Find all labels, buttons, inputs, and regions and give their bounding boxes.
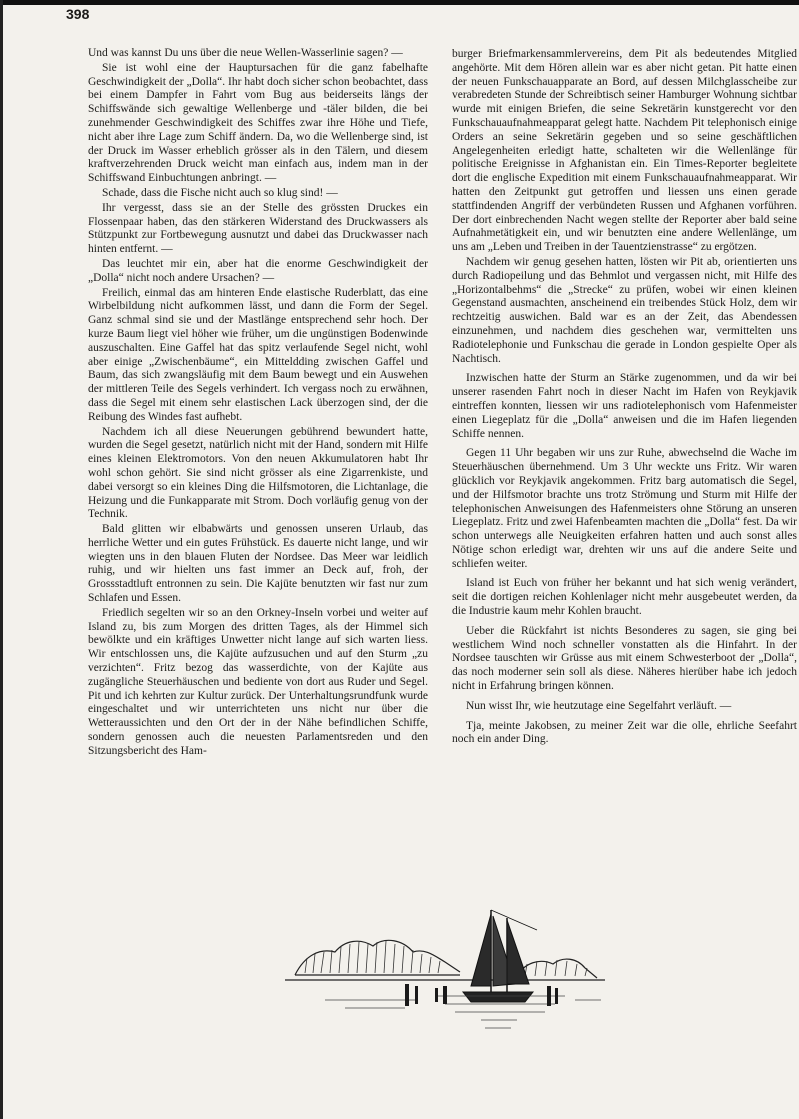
ship	[463, 910, 537, 1002]
paragraph: Ihr vergesst, dass sie an der Stelle des grössten Druckes ein Flossenpaar haben, das den stärkeren Widerstand des Druckwassers als Stützpunkt zur Fortbewegung ausnutzt und dabei das Druckwasser nach hinten entfernt. —	[88, 201, 428, 256]
paragraph: Ueber die Rückfahrt ist nichts Besonderes zu sagen, sie ging bei westlichem Wind noch schneller vonstatten als die Hinfahrt. In der Nordsee tauschten wir Grüsse aus mit einem Schwesterboot der „Dolla“, das noch moderner sein soll als diese. Näheres hierüber habe ich jedoch nicht in Erfahrung bringen können.	[452, 624, 797, 693]
paragraph: Nachdem wir genug gesehen hatten, lösten wir Pit ab, orientierten uns durch Radiopeilung und das Behmlot und vergassen nicht, mit Hilfe des „Horizontalbehms“ die „Strecke“ zu prüfen, wobei wir einen kleinen Gegenstand ausmachten, anscheinend ein treibendes Stück Holz, dem wir rechtzeitig auswichen. Bald war es an der Zeit, das Abendessen einzunehmen, und nachdem dies geschehen war, vermittelten uns Radiotelephonie und Funkschau die gerade in London gespielte Oper als Nachtisch.	[452, 255, 797, 365]
paragraph: Bald glitten wir elbabwärts und genossen unseren Urlaub, das herrliche Wetter und ein gutes Frühstück. Es dauerte nicht lange, und wir wiegten uns in den blauen Fluten der Nordsee. Das Meer war leidlich ruhig, und wir hielten uns fast immer an Deck auf, froh, der Grossstadtluft entronnen zu sein. Die Kajüte benutzten wir fast nur zum Schlafen und Essen.	[88, 523, 428, 605]
paragraph: Island ist Euch von früher her bekannt und hat sich wenig verändert, seit die dortigen reichen Kohlenlager nicht mehr ausgebeutet werden, da die Industrie kaum mehr Kohlen braucht.	[452, 577, 797, 618]
left-column	[88, 47, 428, 760]
left-border	[0, 0, 3, 1119]
paragraph: Tja, meinte Jakobsen, zu meiner Zeit war die olle, ehrliche Seefahrt noch ein ander Ding.	[452, 719, 797, 746]
sailing-ship-illustration	[285, 900, 605, 1060]
top-border	[0, 0, 799, 5]
paragraph: Friedlich segelten wir so an den Orkney-Inseln vorbei und weiter auf Island zu, bis zum Morgen des dritten Tages, als der Himmel sich bewölkte und ein kräftiges Unwetter nicht lange auf sich warten liess. Wir entschlossen uns, die Kajüte aufzusuchen und auf den Sturm „zu verzichten“. Fritz bezog das wasserdichte, von der Kajüte aus zugängliche Steuerhäuschen und bediente von dort aus Ruder und Segel. Pit und ich kehrten zur Kultur zurück. Der Unterhaltungsrundfunk wurde eingeschaltet und wir unterrichteten uns nicht nur über die Wetteraussichten und den Ort der in der Nähe befindlichen Schiffe, sondern genossen auch die neuesten Parlamentsreden und den Sitzungsbericht des Ham-	[88, 606, 428, 757]
page-number: 398	[66, 6, 90, 22]
tree-hatching	[305, 941, 587, 976]
paragraph: Inzwischen hatte der Sturm an Stärke zugenommen, und da wir bei unserer rasenden Fahrt noch in dieser Nacht im Hafen von Reykjavik eintreffen konnten, liessen wir uns radiotelephonisch vom Hafenmeister einen Liegeplatz für die „Dolla“ anweisen und die im Hafen liegenden Schiffe nennen.	[452, 372, 797, 440]
paragraph: Schade, dass die Fische nicht auch so klug sind! —	[102, 186, 338, 199]
paragraph: Nun wisst Ihr, wie heutzutage eine Segelfahrt verläuft. —	[466, 699, 732, 712]
paragraph: Gegen 11 Uhr begaben wir uns zur Ruhe, abwechselnd die Wache im Steuerhäuschen übernehmend. Um 3 Uhr weckte uns Fritz. Wir waren glücklich vor Reykjavik angekommen. Fritz barg automatisch die Segel, und der Hilfsmotor brachte uns trotz Strömung und Sturm mit Hilfe der telephonischen Anweisungen des Hafenmeisters ohne Störung an unseren Liegeplatz. Fritz und zwei Hafenbeamten machten die „Dolla“ fest. Da wir schon unterwegs alle Neuigkeiten erfahren hatten und auch sonst alles Nötige schon erledigt war, drehten wir uns auf die andere Seite und schliefen weiter.	[452, 447, 797, 570]
paragraph: Nachdem ich all diese Neuerungen gebührend bewundert hatte, wurden die Segel gesetzt, natürlich nicht mit der Hand, sondern mit Hilfe eines kleinen Elektromotors. Von den neuen Akkumulatoren habt Ihr wohl schon gehört. Sie sind nicht grösser als eine Zigarrenkiste, und dabei versorgt so ein kleines Ding die Hilfsmotoren, die Lichtanlage, die Heizung und die Funkapparate mit Strom. Doch vorläufig genug von der Technik.	[88, 425, 428, 521]
paragraph: burger Briefmarkensammlervereins, dem Pit als bedeutendes Mitglied angehörte. Mit dem Hören allein war es aber nicht getan. Pit hatte einen der neuen Funkschauapparate an Bord, auf dessen Milchglasscheibe zur verabredeten Stunde der Schreibtisch seiner Hamburger Wohnung sichtbar wurde mit einigen Briefen, die seine Sekretärin kunstgerecht vor den Funkschauaufnahmeapparat gelegt hatte. Nachdem Pit telephonisch einige Orders an seine Sekretärin gegeben und so seine geschäftlichen Angelegenheiten erledigt hatte, schalteten wir die Wellenlänge für politische Ereignisse in Afghanistan ein. Ein Times-Reporter begleitete dort die englische Expedition mit einem Funkschauaufnahmeapparat. Wir hatten den Zeitpunkt gut getroffen und liessen uns einen gerade stattfindenden Angriff der verbündeten Russen und Afghanen vorführen. Der dort einbrechenden Nacht wegen stellte der Reporter aber bald seine Aufnahmetätigkeit ein, und wir benutzten eine andere Wellenlänge, um uns am „Leben und Treiben in der Tauentzienstrasse“ zu ergötzen.	[452, 48, 797, 254]
paragraph: Sie ist wohl eine der Hauptursachen für die ganz fabelhafte Geschwindigkeit der „Dolla“. Ihr habt doch sicher schon beobachtet, dass bei einem Dampfer in Fahrt vom Bug aus beiderseits längs der Schiffswände sich gewaltige Wellenberge und -täler bilden, die bei zunehmender Geschwindigkeit des Schiffes zwar ihre Höhe und Tiefe, nicht aber ihre Lage zum Schiff ändern. Da, wo die Wellenberge sind, ist der Druck im Wasser erheblich grösser als in den Tälern, und diesem kraftverzehrenden Druck weicht man einfach aus, indem man in der Schiffswand Einbuchtungen anbringt. —	[88, 61, 428, 185]
paragraph: Und was kannst Du uns über die neue Wellen-Wasserlinie sagen? —	[88, 47, 403, 59]
paragraph: Das leuchtet mir ein, aber hat die enorme Geschwindigkeit der „Dolla“ nicht noch andere Ursachen? —	[88, 257, 428, 284]
paragraph: Freilich, einmal das am hinteren Ende elastische Ruderblatt, das eine Wirbelbildung nicht aufkommen lässt, und dann die Form der Segel. Ganz schmal sind sie und der Mastlänge entsprechend sehr hoch. Der kurze Baum liegt viel höher wie früher, um die ungünstigen Bodenwinde auszuschalten. Eine Gaffel hat das spitz verlaufende Segel nicht, wohl aber einige „Zwischenbäume“, ein Mitteldding zwischen Gaffel und Baum, das sich zwangsläufig mit dem Baum bewegt und ein Auswehen der mittleren Teile des Segels verhindert. Ich vergass noch zu erwähnen, dass die Segel mit einem sehr elastischen Lack überzogen sind, der die Reibung des Windes fast aufhebt.	[88, 286, 428, 423]
right-column	[452, 48, 797, 748]
sea-reflection	[325, 996, 601, 1028]
